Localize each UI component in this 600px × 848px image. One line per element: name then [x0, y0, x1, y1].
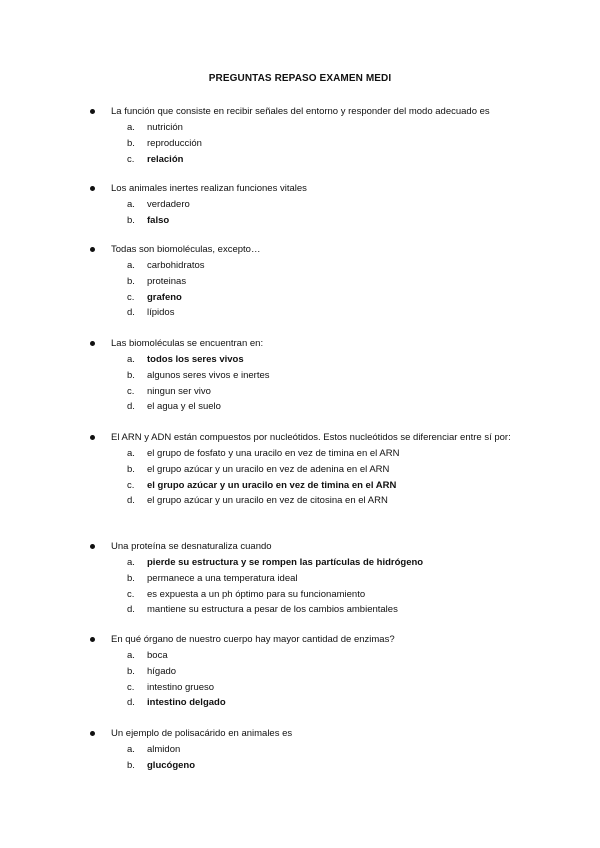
- question-text: [90, 726, 520, 741]
- question-label: Los animales inertes realizan funciones vitales: [111, 183, 307, 194]
- option-item: [90, 742, 520, 758]
- option-text: el grupo azúcar y un uracilo en vez de timina en el ARN: [147, 479, 397, 491]
- option-letter: b.: [127, 275, 135, 287]
- option-letter: d.: [127, 604, 135, 616]
- option-text: el grupo de fosfato y una uracilo en vez de timina en el ARN: [147, 448, 400, 459]
- question-item: [90, 242, 520, 321]
- option-list: [90, 120, 520, 167]
- option-letter: c.: [127, 385, 135, 397]
- option-letter: b.: [127, 572, 135, 584]
- option-item: [90, 305, 520, 321]
- option-text: todos los seres vivos: [147, 354, 244, 365]
- document-title: PREGUNTAS REPASO EXAMEN MEDI: [208, 73, 392, 84]
- question-label: Una proteína se desnaturaliza cuando: [111, 541, 272, 552]
- option-letter: a.: [127, 650, 135, 661]
- question-label: La función que consiste en recibir señales del entorno y responder del modo adecuado es: [111, 106, 490, 117]
- option-item-correct: [90, 555, 520, 571]
- option-letter: c.: [127, 588, 135, 600]
- option-item: [90, 197, 520, 213]
- option-letter: a.: [127, 199, 135, 210]
- option-letter: b.: [127, 369, 135, 381]
- option-text: algunos seres vivos e inertes: [147, 369, 270, 381]
- option-letter: a.: [127, 260, 135, 271]
- question-item: [90, 430, 520, 509]
- option-text: falso: [147, 214, 170, 226]
- option-text: nutrición: [147, 122, 183, 133]
- option-text: intestino delgado: [147, 697, 226, 709]
- option-letter: c.: [127, 153, 135, 165]
- question-item: [90, 104, 520, 167]
- option-letter: a.: [127, 354, 135, 365]
- option-letter: d.: [127, 307, 135, 319]
- option-text: pierde su estructura y se rompen las partículas de hidrógeno: [147, 557, 424, 568]
- option-text: proteinas: [147, 275, 187, 287]
- option-item: [90, 648, 520, 664]
- option-text: el grupo azúcar y un uracilo en vez de citosina en el ARN: [147, 495, 388, 507]
- option-item: [90, 368, 520, 384]
- option-letter: b.: [127, 214, 135, 226]
- option-text: relación: [147, 153, 184, 165]
- option-text: es expuesta a un ph óptimo para su funcionamiento: [147, 588, 366, 600]
- option-letter: c.: [127, 479, 135, 491]
- question-text: [90, 632, 520, 647]
- option-item: [90, 680, 520, 696]
- question-item: [90, 181, 520, 229]
- option-letter: a.: [127, 744, 135, 755]
- option-item: [90, 384, 520, 400]
- bullet-icon: [90, 247, 95, 252]
- question-text: [90, 539, 520, 554]
- option-item: [90, 258, 520, 274]
- option-letter: a.: [127, 448, 135, 459]
- bullet-icon: [90, 435, 95, 440]
- question-item: [90, 726, 520, 774]
- option-list: [90, 258, 520, 321]
- bullet-icon: [90, 544, 95, 549]
- option-item-correct: [90, 213, 520, 229]
- option-text: boca: [147, 650, 168, 661]
- option-list: [90, 555, 520, 618]
- option-item: [90, 399, 520, 415]
- option-item: [90, 274, 520, 290]
- option-text: verdadero: [147, 199, 190, 210]
- option-item-correct: [90, 290, 520, 306]
- question-item: [90, 336, 520, 415]
- question-item: [90, 539, 520, 618]
- question-label: Todas son biomoléculas, excepto…: [111, 244, 261, 255]
- option-text: carbohidratos: [147, 260, 205, 271]
- option-item: [90, 664, 520, 680]
- option-text: ningun ser vivo: [147, 385, 211, 397]
- bullet-icon: [90, 637, 95, 642]
- question-text: [90, 430, 520, 445]
- option-letter: b.: [127, 759, 135, 771]
- bullet-icon: [90, 731, 95, 736]
- bullet-icon: [90, 341, 95, 346]
- option-letter: c.: [127, 291, 135, 303]
- bullet-icon: [90, 109, 95, 114]
- question-label: Las biomoléculas se encuentran en:: [111, 338, 264, 349]
- question-text: [90, 104, 520, 119]
- option-letter: b.: [127, 665, 135, 677]
- option-list: [90, 352, 520, 415]
- bullet-icon: [90, 186, 95, 191]
- option-item: [90, 602, 520, 618]
- question-item: [90, 632, 520, 711]
- option-letter: a.: [127, 557, 135, 568]
- option-text: intestino grueso: [147, 681, 215, 693]
- option-item-correct: [90, 478, 520, 494]
- option-item-correct: [90, 758, 520, 774]
- option-text: reproducción: [147, 137, 202, 149]
- option-list: [90, 197, 520, 229]
- option-list: [90, 446, 520, 509]
- option-item-correct: [90, 352, 520, 368]
- option-item: [90, 462, 520, 478]
- option-letter: d.: [127, 495, 135, 507]
- question-text: [90, 336, 520, 351]
- option-item: [90, 571, 520, 587]
- question-label: En qué órgano de nuestro cuerpo hay mayor cantidad de enzimas?: [111, 634, 395, 645]
- option-letter: d.: [127, 401, 135, 413]
- option-letter: b.: [127, 137, 135, 149]
- option-item: [90, 587, 520, 603]
- option-letter: a.: [127, 122, 135, 133]
- option-text: lípidos: [147, 307, 175, 319]
- option-text: almidon: [147, 744, 181, 755]
- option-list: [90, 742, 520, 774]
- option-item-correct: [90, 152, 520, 168]
- option-text: permanece a una temperatura ideal: [147, 572, 298, 584]
- option-letter: b.: [127, 463, 135, 475]
- option-text: hígado: [147, 665, 177, 677]
- option-item: [90, 446, 520, 462]
- option-text: mantiene su estructura a pesar de los cambios ambientales: [147, 604, 398, 616]
- option-text: grafeno: [147, 291, 182, 303]
- option-letter: d.: [127, 697, 135, 709]
- option-text: el agua y el suelo: [147, 401, 221, 413]
- option-item-correct: [90, 695, 520, 711]
- option-letter: c.: [127, 681, 135, 693]
- option-list: [90, 648, 520, 711]
- question-label: El ARN y ADN están compuestos por nucleótidos. Estos nucleótidos se diferenciar entre sí por:: [111, 432, 511, 443]
- question-text: [90, 242, 520, 257]
- question-label: Un ejemplo de polisacárido en animales es: [111, 728, 293, 739]
- option-item: [90, 136, 520, 152]
- option-text: el grupo azúcar y un uracilo en vez de adenina en el ARN: [147, 463, 390, 475]
- option-item: [90, 493, 520, 509]
- option-text: glucógeno: [147, 759, 196, 771]
- option-item: [90, 120, 520, 136]
- question-text: [90, 181, 520, 196]
